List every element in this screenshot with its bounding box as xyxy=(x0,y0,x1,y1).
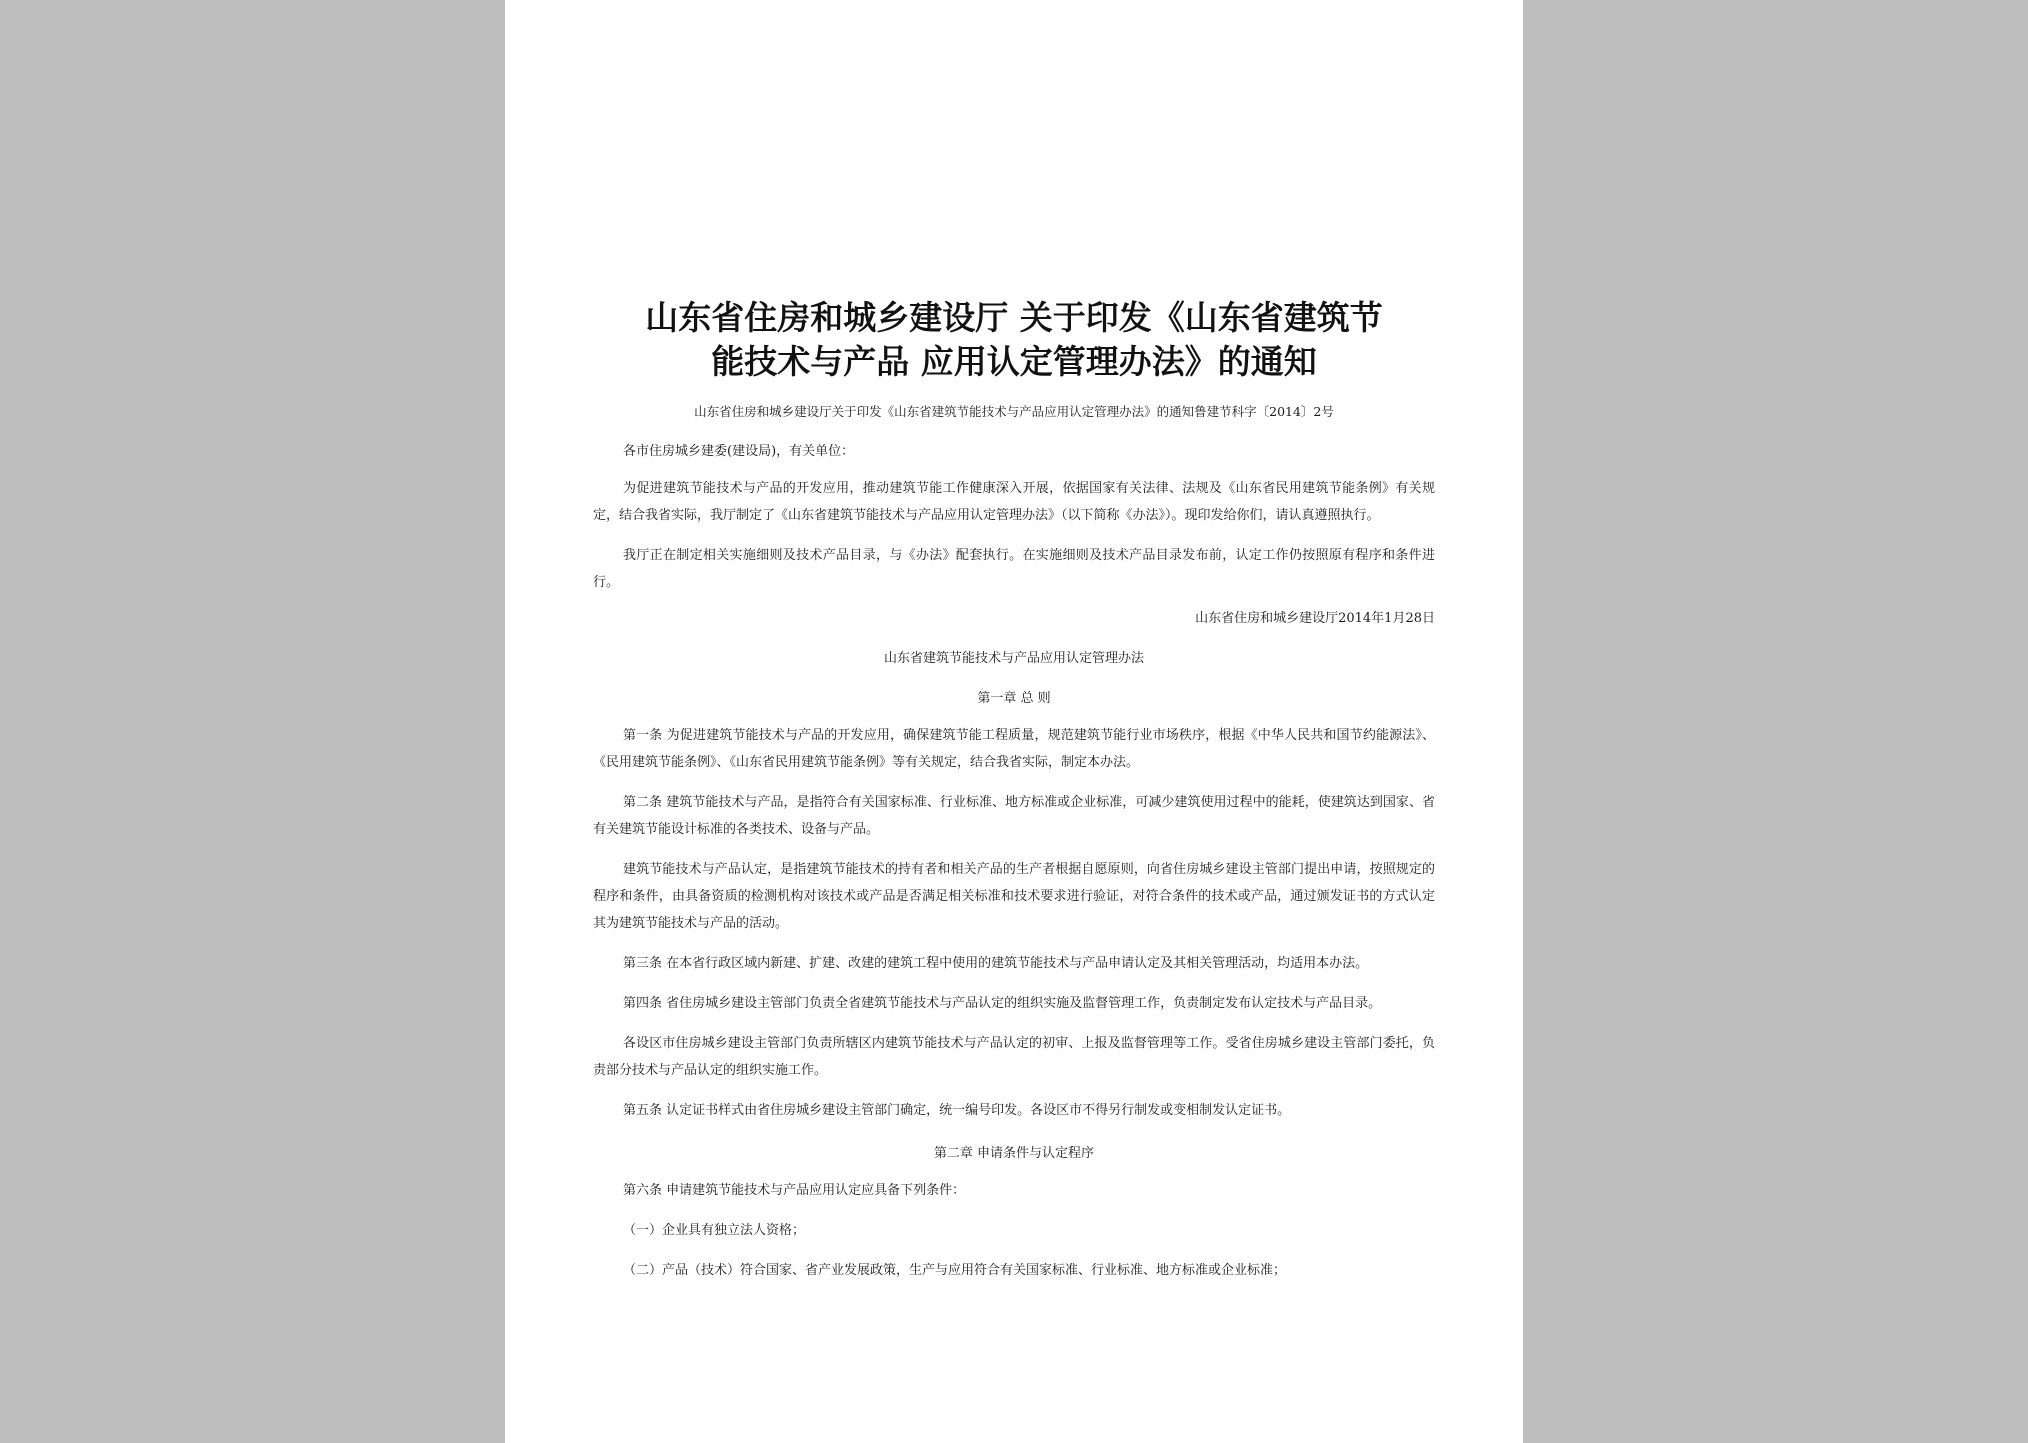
article-paragraph: 第五条 认定证书样式由省住房城乡建设主管部门确定，统一编号印发。各设区市不得另行制发或变相制发认定证书。 xyxy=(623,1103,1291,1118)
condition-item: （二）产品（技术）符合国家、省产业发展政策，生产与应用符合有关国家标准、行业标准、地方标准或企业标准； xyxy=(623,1263,1287,1278)
article-paragraph: 第六条 申请建筑节能技术与产品应用认定应具备下列条件： xyxy=(623,1183,966,1198)
chapter-1-heading: 第一章 总 则 xyxy=(977,691,1051,706)
intro-paragraph: 为促进建筑节能技术与产品的开发应用，推动建筑节能工作健康深入开展，依据国家有关法律、法规及《山东省民用建筑节能条例》有关规定，结合我省实际，我厅制定了《山东省建筑节能技术与产品应用认定管理办法》（以下简称《办法》）。现印发给你们，请认真遵照执行。 xyxy=(593,481,1435,523)
chapter-2-heading: 第二章 申请条件与认定程序 xyxy=(933,1146,1095,1161)
salutation: 各市住房城乡建委(建设局)，有关单位： xyxy=(623,444,855,459)
article-paragraph: 各设区市住房城乡建设主管部门负责所辖区内建筑节能技术与产品认定的初审、上报及监督管理等工作。受省住房城乡建设主管部门委托，负责部分技术与产品认定的组织实施工作。 xyxy=(593,1036,1435,1078)
article-paragraph: 第一条 为促进建筑节能技术与产品的开发应用，确保建筑节能工程质量，规范建筑节能行业市场秩序，根据《中华人民共和国节约能源法》、《民用建筑节能条例》、《山东省民用建筑节能条例》等有关规定，结合我省实际，制定本办法。 xyxy=(593,728,1435,770)
document-title xyxy=(593,296,1435,384)
document-page xyxy=(505,0,1523,1443)
measures-title: 山东省建筑节能技术与产品应用认定管理办法 xyxy=(883,651,1144,666)
title-line-2: 能技术与产品 应用认定管理办法》的通知 xyxy=(711,342,1317,381)
article-paragraph: 第三条 在本省行政区域内新建、扩建、改建的建筑工程中使用的建筑节能技术与产品申请认定及其相关管理活动，均适用本办法。 xyxy=(623,956,1369,971)
document-subtitle: 山东省住房和城乡建设厅关于印发《山东省建筑节能技术与产品应用认定管理办法》的通知鲁建节科字〔2014〕2号 xyxy=(694,404,1334,419)
article-paragraph: 第四条 省住房城乡建设主管部门负责全省建筑节能技术与产品认定的组织实施及监督管理工作，负责制定发布认定技术与产品目录。 xyxy=(623,996,1382,1011)
article-paragraph: 第二条 建筑节能技术与产品，是指符合有关国家标准、行业标准、地方标准或企业标准，可减少建筑使用过程中的能耗，使建筑达到国家、省有关建筑节能设计标准的各类技术、设备与产品。 xyxy=(593,795,1435,837)
title-line-1: 山东省住房和城乡建设厅 关于印发《山东省建筑节 xyxy=(645,298,1383,337)
condition-item: （一）企业具有独立法人资格； xyxy=(623,1223,806,1238)
article-paragraph: 建筑节能技术与产品认定，是指建筑节能技术的持有者和相关产品的生产者根据自愿原则，向省住房城乡建设主管部门提出申请，按照规定的程序和条件，由具备资质的检测机构对该技术或产品是否满足相关标准和技术要求进行验证，对符合条件的技术或产品，通过颁发证书的方式认定其为建筑节能技术与产品的活动。 xyxy=(593,862,1435,931)
intro-paragraph: 我厅正在制定相关实施细则及技术产品目录，与《办法》配套执行。在实施细则及技术产品目录发布前，认定工作仍按照原有程序和条件进行。 xyxy=(593,548,1435,590)
signature-line: 山东省住房和城乡建设厅2014年1月28日 xyxy=(1195,611,1435,626)
